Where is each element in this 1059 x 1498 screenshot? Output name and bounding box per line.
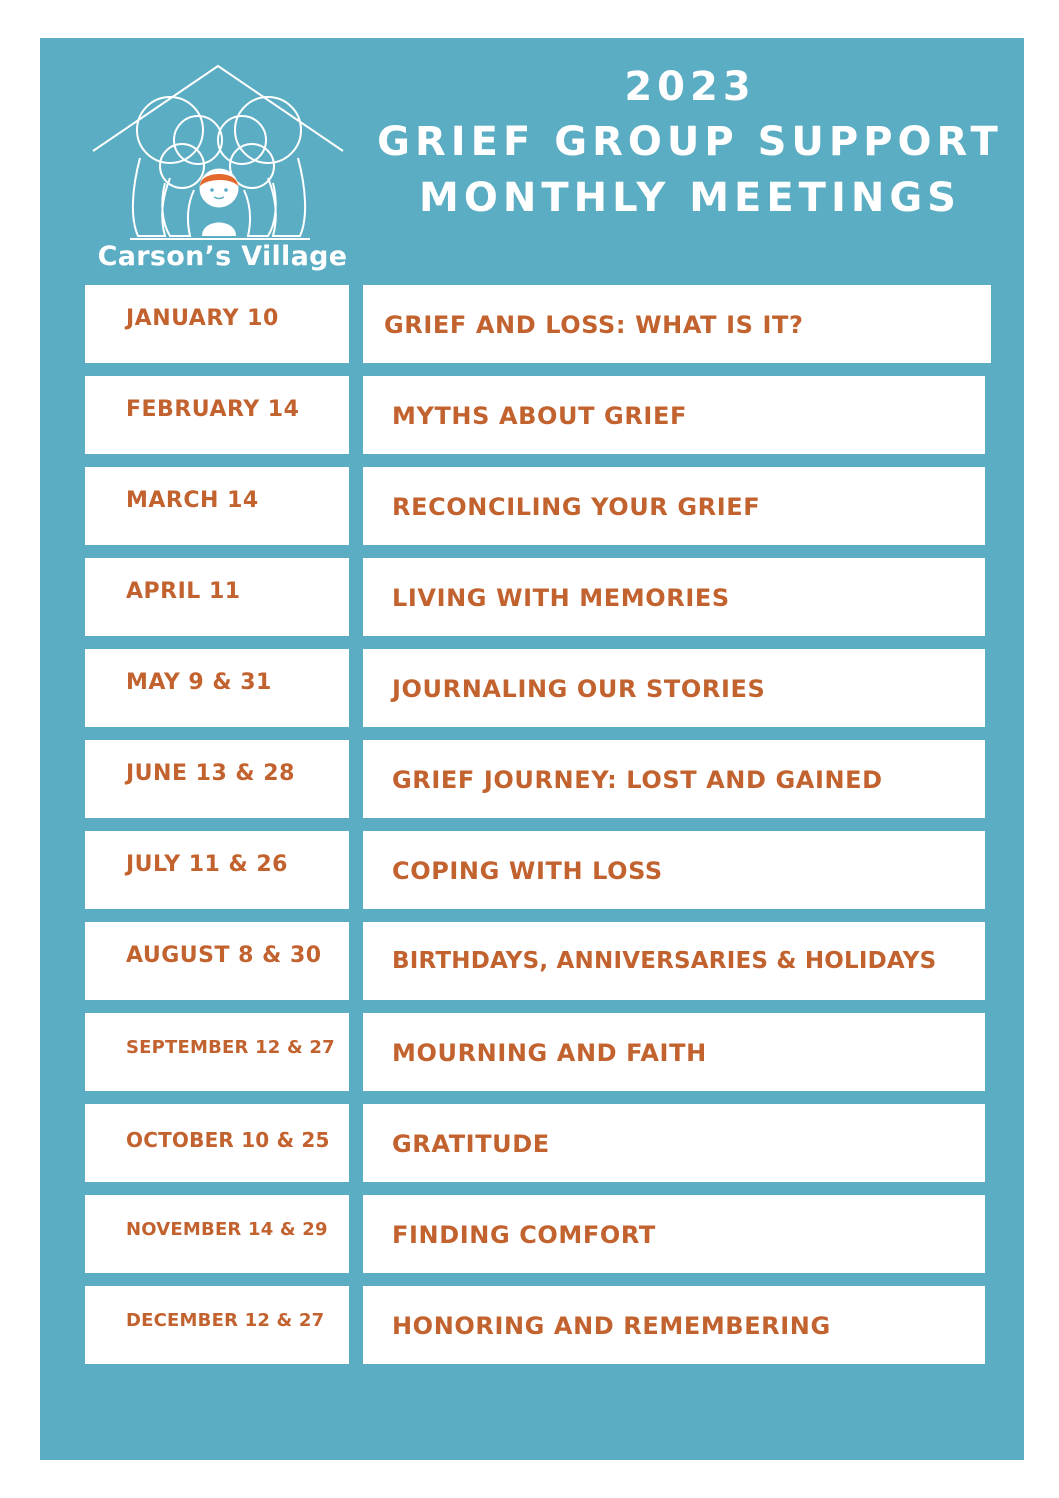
date-box bbox=[85, 649, 349, 727]
date-box bbox=[85, 376, 349, 454]
meeting-topic: MYTHS ABOUT GRIEF bbox=[392, 402, 687, 430]
topic-box bbox=[363, 467, 985, 545]
meeting-row bbox=[85, 740, 995, 818]
date-box bbox=[85, 1286, 349, 1364]
meeting-schedule bbox=[85, 285, 995, 1377]
meeting-row bbox=[85, 922, 995, 1000]
meeting-date: FEBRUARY 14 bbox=[126, 397, 300, 422]
meeting-row bbox=[85, 376, 995, 454]
meeting-row bbox=[85, 467, 995, 545]
meeting-row bbox=[85, 1104, 995, 1182]
meeting-date: MARCH 14 bbox=[126, 488, 259, 513]
meeting-row bbox=[85, 831, 995, 909]
meeting-row bbox=[85, 649, 995, 727]
topic-box bbox=[363, 1195, 985, 1273]
topic-box bbox=[363, 740, 985, 818]
date-box bbox=[85, 1013, 349, 1091]
meeting-topic: GRIEF AND LOSS: WHAT IS IT? bbox=[384, 311, 804, 339]
meeting-date: JANUARY 10 bbox=[126, 306, 279, 331]
meeting-date: JULY 11 & 26 bbox=[126, 852, 288, 877]
topic-box bbox=[363, 649, 985, 727]
carsons-village-logo bbox=[90, 58, 360, 288]
date-box bbox=[85, 558, 349, 636]
meeting-topic: FINDING COMFORT bbox=[392, 1221, 656, 1249]
meeting-date: DECEMBER 12 & 27 bbox=[126, 1310, 325, 1331]
house-with-people-icon bbox=[90, 58, 360, 248]
meeting-row bbox=[85, 1286, 995, 1364]
meeting-row bbox=[85, 1195, 995, 1273]
meeting-topic: GRATITUDE bbox=[392, 1130, 550, 1158]
title-line-2: MONTHLY MEETINGS bbox=[419, 175, 961, 221]
meeting-topic: RECONCILING YOUR GRIEF bbox=[392, 493, 761, 521]
date-box bbox=[85, 467, 349, 545]
date-box bbox=[85, 285, 349, 363]
meeting-topic: MOURNING AND FAITH bbox=[392, 1039, 707, 1067]
meeting-date: OCTOBER 10 & 25 bbox=[126, 1128, 330, 1152]
date-box bbox=[85, 740, 349, 818]
meeting-date: APRIL 11 bbox=[126, 579, 241, 604]
topic-box bbox=[363, 1013, 985, 1091]
meeting-topic: GRIEF JOURNEY: LOST AND GAINED bbox=[392, 766, 883, 794]
meeting-topic: JOURNALING OUR STORIES bbox=[392, 675, 766, 703]
topic-box bbox=[363, 376, 985, 454]
date-box bbox=[85, 922, 349, 1000]
meeting-date: NOVEMBER 14 & 29 bbox=[126, 1219, 328, 1240]
meeting-topic: LIVING WITH MEMORIES bbox=[392, 584, 730, 612]
meeting-topic: COPING WITH LOSS bbox=[392, 857, 663, 885]
topic-box bbox=[363, 1104, 985, 1182]
meeting-row bbox=[85, 1013, 995, 1091]
meeting-date: JUNE 13 & 28 bbox=[126, 761, 295, 786]
date-box bbox=[85, 1195, 349, 1273]
topic-box bbox=[363, 1286, 985, 1364]
flyer-panel bbox=[40, 38, 1024, 1460]
meeting-row bbox=[85, 285, 995, 363]
topic-box bbox=[363, 558, 985, 636]
date-box bbox=[85, 831, 349, 909]
page-title bbox=[370, 60, 1010, 226]
title-year: 2023 bbox=[624, 64, 756, 110]
meeting-date: AUGUST 8 & 30 bbox=[126, 943, 322, 968]
meeting-row bbox=[85, 558, 995, 636]
topic-box bbox=[363, 285, 991, 363]
date-box bbox=[85, 1104, 349, 1182]
title-line-1: GRIEF GROUP SUPPORT bbox=[377, 119, 1003, 165]
meeting-date: MAY 9 & 31 bbox=[126, 670, 272, 695]
meeting-topic: BIRTHDAYS, ANNIVERSARIES & HOLIDAYS bbox=[392, 948, 937, 974]
meeting-topic: HONORING AND REMEMBERING bbox=[392, 1312, 831, 1340]
topic-box bbox=[363, 831, 985, 909]
topic-box bbox=[363, 922, 985, 1000]
brand-name: Carson’s Village bbox=[97, 241, 348, 272]
meeting-date: SEPTEMBER 12 & 27 bbox=[126, 1037, 335, 1058]
